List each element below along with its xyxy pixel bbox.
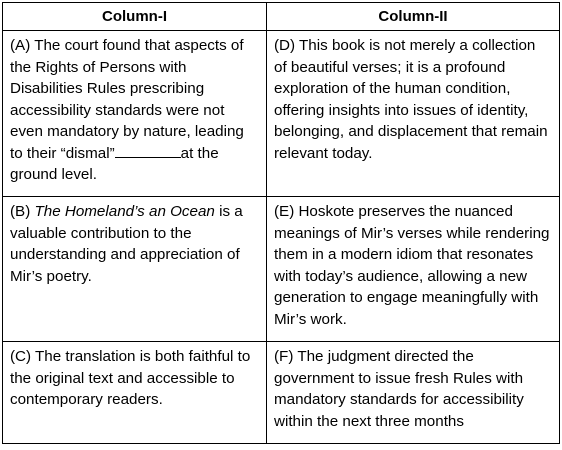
header-row <box>3 3 560 31</box>
statement-c-cell <box>3 342 267 444</box>
statement-b-cell <box>3 197 267 342</box>
book-title: The Homeland’s an Ocean <box>34 203 215 220</box>
statement-f-text: (F) The judgment directed the government to issue fresh Rules with mandatory standards for accessibility within the next three months <box>274 348 524 430</box>
statement-b-suffix: is a valuable contribution to the understanding and appreciation of Mir’s poetry. <box>10 203 243 285</box>
statement-e-text: (E) Hoskote preserves the nuanced meanings of Mir’s verses while rendering them in a modern idiom that resonates with today’s audience, allowing a new generation to engage meaningfully with Mir’s work. <box>274 203 550 328</box>
table-row <box>3 31 560 197</box>
statement-c-text: (C) The translation is both faithful to the original text and accessible to contemporary readers. <box>10 348 251 408</box>
column-1-header: Column-I <box>3 3 267 31</box>
statement-a-cell <box>3 31 267 197</box>
statement-d-cell <box>267 31 560 197</box>
fill-in-blank <box>115 143 181 158</box>
statement-b-prefix: (B) <box>10 203 35 220</box>
statement-f-cell <box>267 342 560 444</box>
statement-d-text: (D) This book is not merely a collection of beautiful verses; it is a profound exploration of the human condition, offering insights into issues of identity, belonging, and displacement that remain relevant today. <box>274 37 548 162</box>
statement-e-cell <box>267 197 560 342</box>
match-the-columns-table <box>2 2 560 444</box>
table-row <box>3 342 560 444</box>
column-2-header: Column-II <box>267 3 560 31</box>
statement-a-suffix: at the ground level. <box>10 144 219 183</box>
statement-a-text: (A) The court found that aspects of the Rights of Persons with Disabilities Rules prescribing accessibility standards were not even mandatory by nature, leading to their “dismal” <box>10 37 244 162</box>
table-row <box>3 197 560 342</box>
